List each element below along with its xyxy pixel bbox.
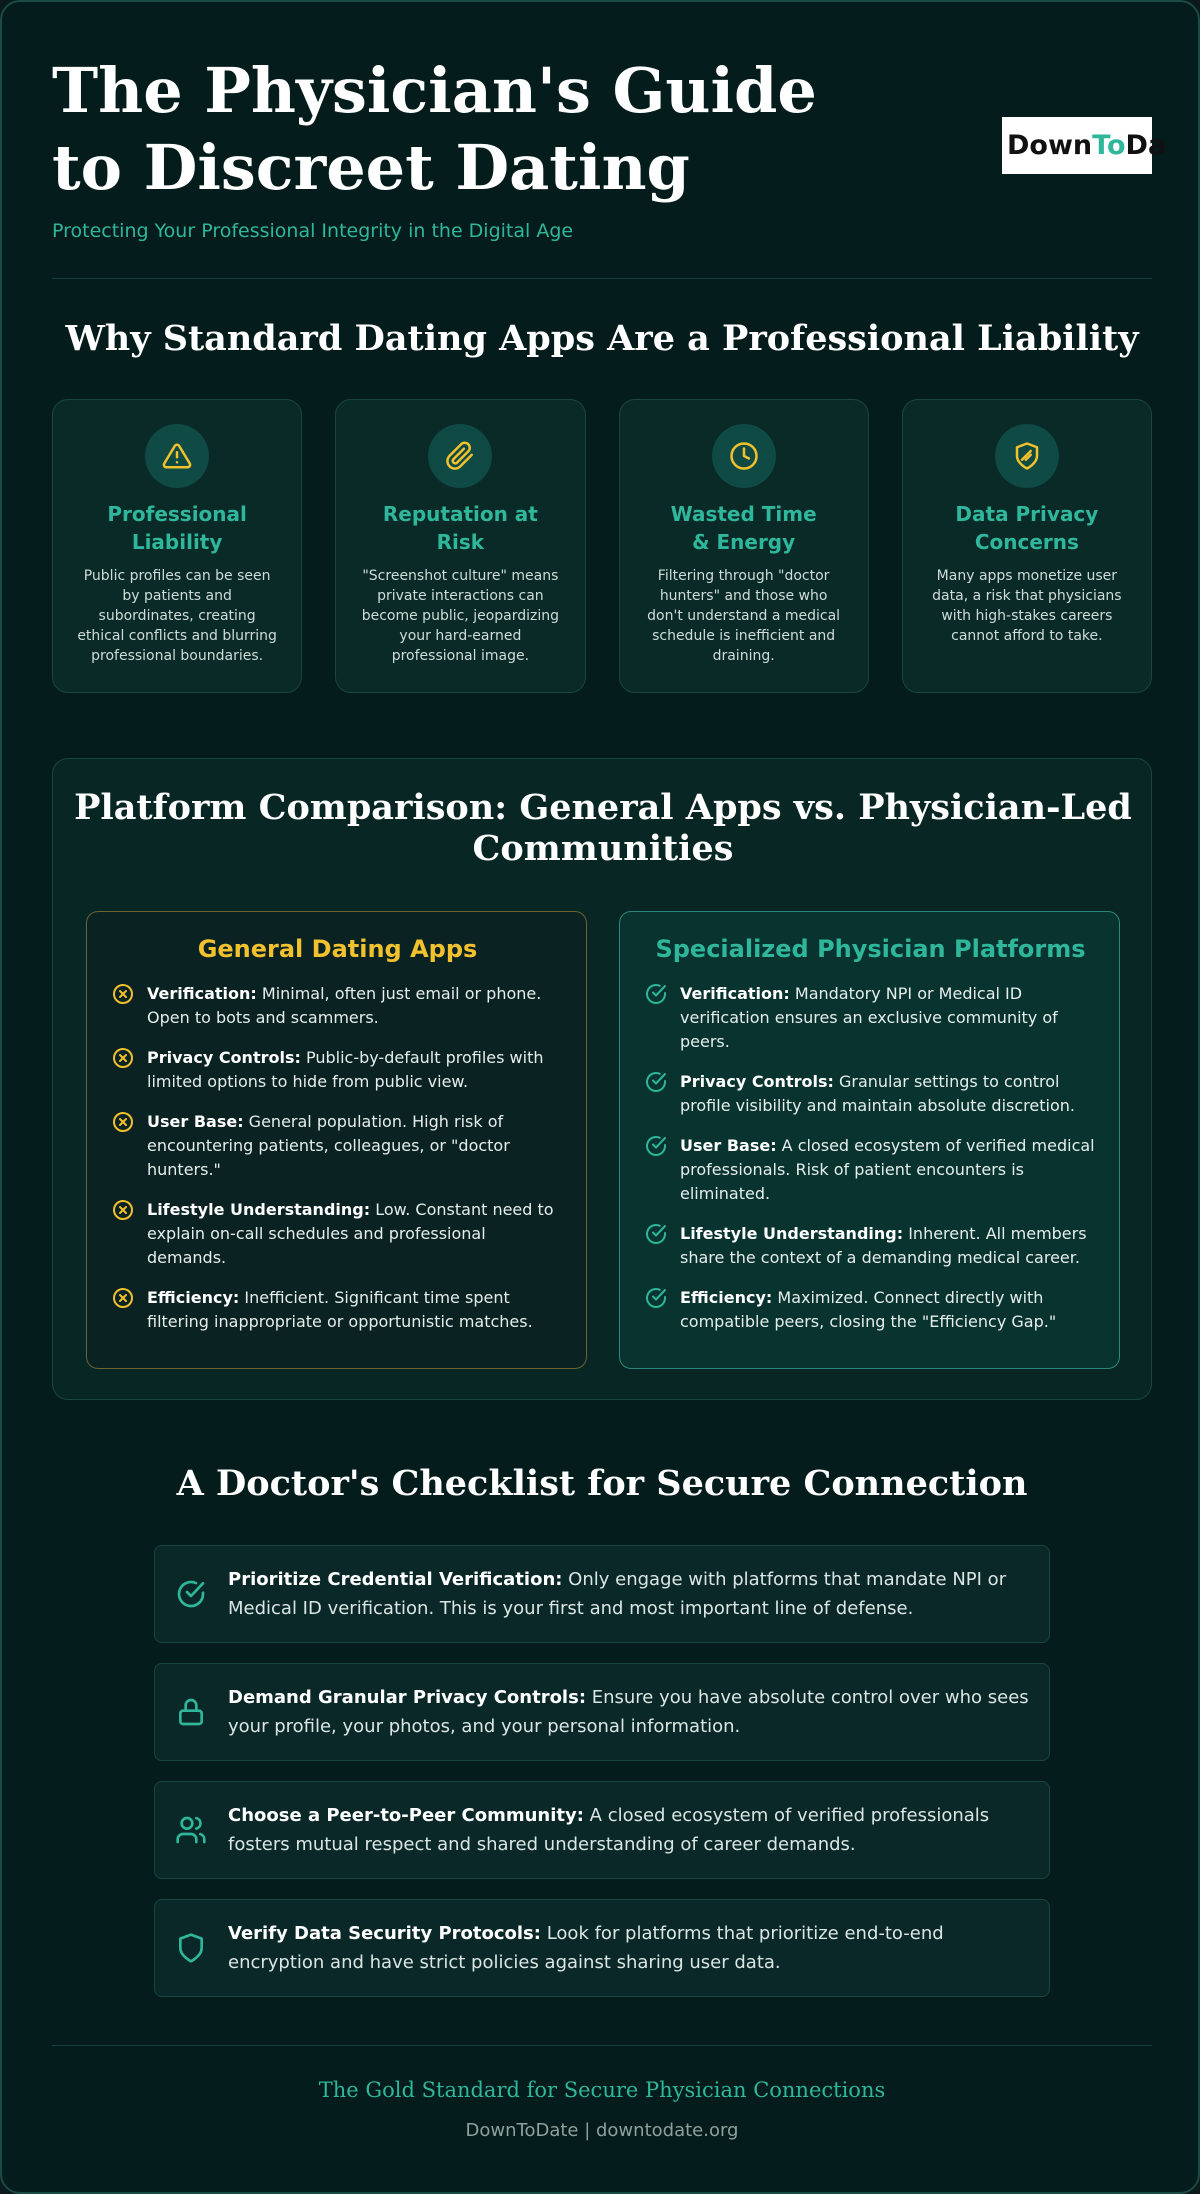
users-icon bbox=[175, 1814, 207, 1846]
list-item bbox=[644, 1134, 1097, 1206]
card-title: Data Privacy Concerns bbox=[955, 502, 1099, 554]
general-apps-column bbox=[86, 911, 587, 1369]
checklist-text: Choose a Peer-to-Peer Community: A closed ecosystem of verified professionals fosters mutual respect and shared understanding of career demands. bbox=[228, 1805, 990, 1855]
footer-site-link[interactable]: DownToDate | downtodate.org bbox=[465, 2120, 739, 2141]
x-circle-icon bbox=[111, 1110, 135, 1134]
item-text: Verification: Mandatory NPI or Medical ID verification ensures an exclusive community of peers. bbox=[680, 984, 1058, 1051]
x-circle-icon bbox=[111, 1046, 135, 1070]
brand-logo[interactable] bbox=[1002, 117, 1167, 174]
list-item bbox=[644, 1286, 1097, 1334]
card-text: Filtering through "doctor hunters" and those who don't understand a medical schedule is inefficient and draining. bbox=[647, 568, 841, 664]
liability-card bbox=[335, 399, 585, 693]
list-item bbox=[111, 1286, 564, 1334]
check-circle-icon bbox=[175, 1578, 207, 1610]
specialized-platforms-title: Specialized Physician Platforms bbox=[655, 935, 1086, 963]
item-text: Privacy Controls: Public-by-default profiles with limited options to hide from public view. bbox=[147, 1048, 544, 1091]
check-circle-icon bbox=[644, 1286, 668, 1310]
x-circle-icon bbox=[111, 982, 135, 1006]
checklist-item bbox=[154, 1899, 1050, 1997]
logo-text-da: Da bbox=[1125, 130, 1167, 161]
shield-slash-icon bbox=[995, 424, 1059, 488]
divider bbox=[52, 278, 1152, 279]
specialized-platforms-column bbox=[619, 911, 1120, 1369]
list-item bbox=[111, 1046, 564, 1094]
item-text: User Base: A closed ecosystem of verified medical professionals. Risk of patient encounters is eliminated. bbox=[680, 1136, 1095, 1203]
item-text: Efficiency: Inefficient. Significant time spent filtering inappropriate or opportunistic matches. bbox=[147, 1288, 533, 1331]
x-circle-icon bbox=[111, 1286, 135, 1310]
card-text: Public profiles can be seen by patients and subordinates, creating ethical conflicts and blurring professional boundaries. bbox=[77, 568, 277, 664]
checklist-text: Demand Granular Privacy Controls: Ensure you have absolute control over who sees your profile, your photos, and your personal information. bbox=[228, 1687, 1029, 1737]
general-apps-title: General Dating Apps bbox=[197, 935, 478, 963]
item-text: Verification: Minimal, often just email or phone. Open to bots and scammers. bbox=[147, 984, 542, 1027]
warning-icon bbox=[145, 424, 209, 488]
check-circle-icon bbox=[644, 1134, 668, 1158]
lock-icon bbox=[175, 1696, 207, 1728]
item-text: Privacy Controls: Granular settings to control profile visibility and maintain absolute discretion. bbox=[680, 1072, 1075, 1115]
liability-card bbox=[52, 399, 302, 693]
card-text: "Screenshot culture" means private interactions can become public, jeopardizing your hard-earned professional image. bbox=[361, 568, 560, 664]
checklist-item bbox=[154, 1781, 1050, 1879]
liability-cards bbox=[52, 399, 1152, 693]
item-text: Lifestyle Understanding: Low. Constant need to explain on-call schedules and professional demands. bbox=[147, 1200, 554, 1267]
item-text: User Base: General population. High risk of encountering patients, colleagues, or "doctor hunters." bbox=[147, 1112, 510, 1179]
list-item bbox=[111, 982, 564, 1030]
card-title: Professional Liability bbox=[107, 502, 247, 554]
liability-card bbox=[902, 399, 1152, 693]
shield-icon bbox=[175, 1932, 207, 1964]
list-item bbox=[644, 1070, 1097, 1118]
checklist-item bbox=[154, 1545, 1050, 1643]
liability-section-title: Why Standard Dating Apps Are a Professional Liability bbox=[65, 318, 1139, 359]
footer-tagline: The Gold Standard for Secure Physician Connections bbox=[318, 2078, 886, 2102]
comparison-title: Platform Comparison: General Apps vs. Physician-Led Communities bbox=[74, 787, 1132, 869]
check-circle-icon bbox=[644, 1070, 668, 1094]
item-text: Efficiency: Maximized. Connect directly with compatible peers, closing the "Efficiency Gap." bbox=[680, 1288, 1057, 1331]
list-item bbox=[644, 982, 1097, 1054]
checklist-item bbox=[154, 1663, 1050, 1761]
list-item bbox=[111, 1198, 564, 1270]
divider bbox=[52, 2045, 1152, 2046]
liability-card bbox=[619, 399, 869, 693]
checklist-text: Verify Data Security Protocols: Look for platforms that prioritize end-to-end encryption and have strict policies against sharing user data. bbox=[228, 1923, 944, 1973]
page-title: The Physician's Guide to Discreet Dating bbox=[52, 54, 817, 204]
clock-icon bbox=[712, 424, 776, 488]
card-text: Many apps monetize user data, a risk that physicians with high-stakes careers cannot afford to take. bbox=[932, 568, 1122, 644]
checklist-title: A Doctor's Checklist for Secure Connection bbox=[176, 1463, 1028, 1504]
checklist-text: Prioritize Credential Verification: Only engage with platforms that mandate NPI or Medical ID verification. This is your first and most important line of defense. bbox=[228, 1569, 1007, 1619]
comparison-panel bbox=[52, 758, 1152, 1400]
list-item bbox=[644, 1222, 1097, 1270]
list-item bbox=[111, 1110, 564, 1182]
logo-text-down: Down bbox=[1007, 130, 1093, 161]
check-circle-icon bbox=[644, 1222, 668, 1246]
check-circle-icon bbox=[644, 982, 668, 1006]
card-title: Reputation at Risk bbox=[382, 502, 538, 554]
item-text: Lifestyle Understanding: Inherent. All members share the context of a demanding medical career. bbox=[680, 1224, 1087, 1267]
x-circle-icon bbox=[111, 1198, 135, 1222]
card-title: Wasted Time & Energy bbox=[670, 502, 817, 554]
logo-text-to: To bbox=[1092, 130, 1126, 161]
header bbox=[52, 52, 1167, 242]
page-subtitle: Protecting Your Professional Integrity in the Digital Age bbox=[52, 220, 574, 242]
paperclip-icon bbox=[428, 424, 492, 488]
